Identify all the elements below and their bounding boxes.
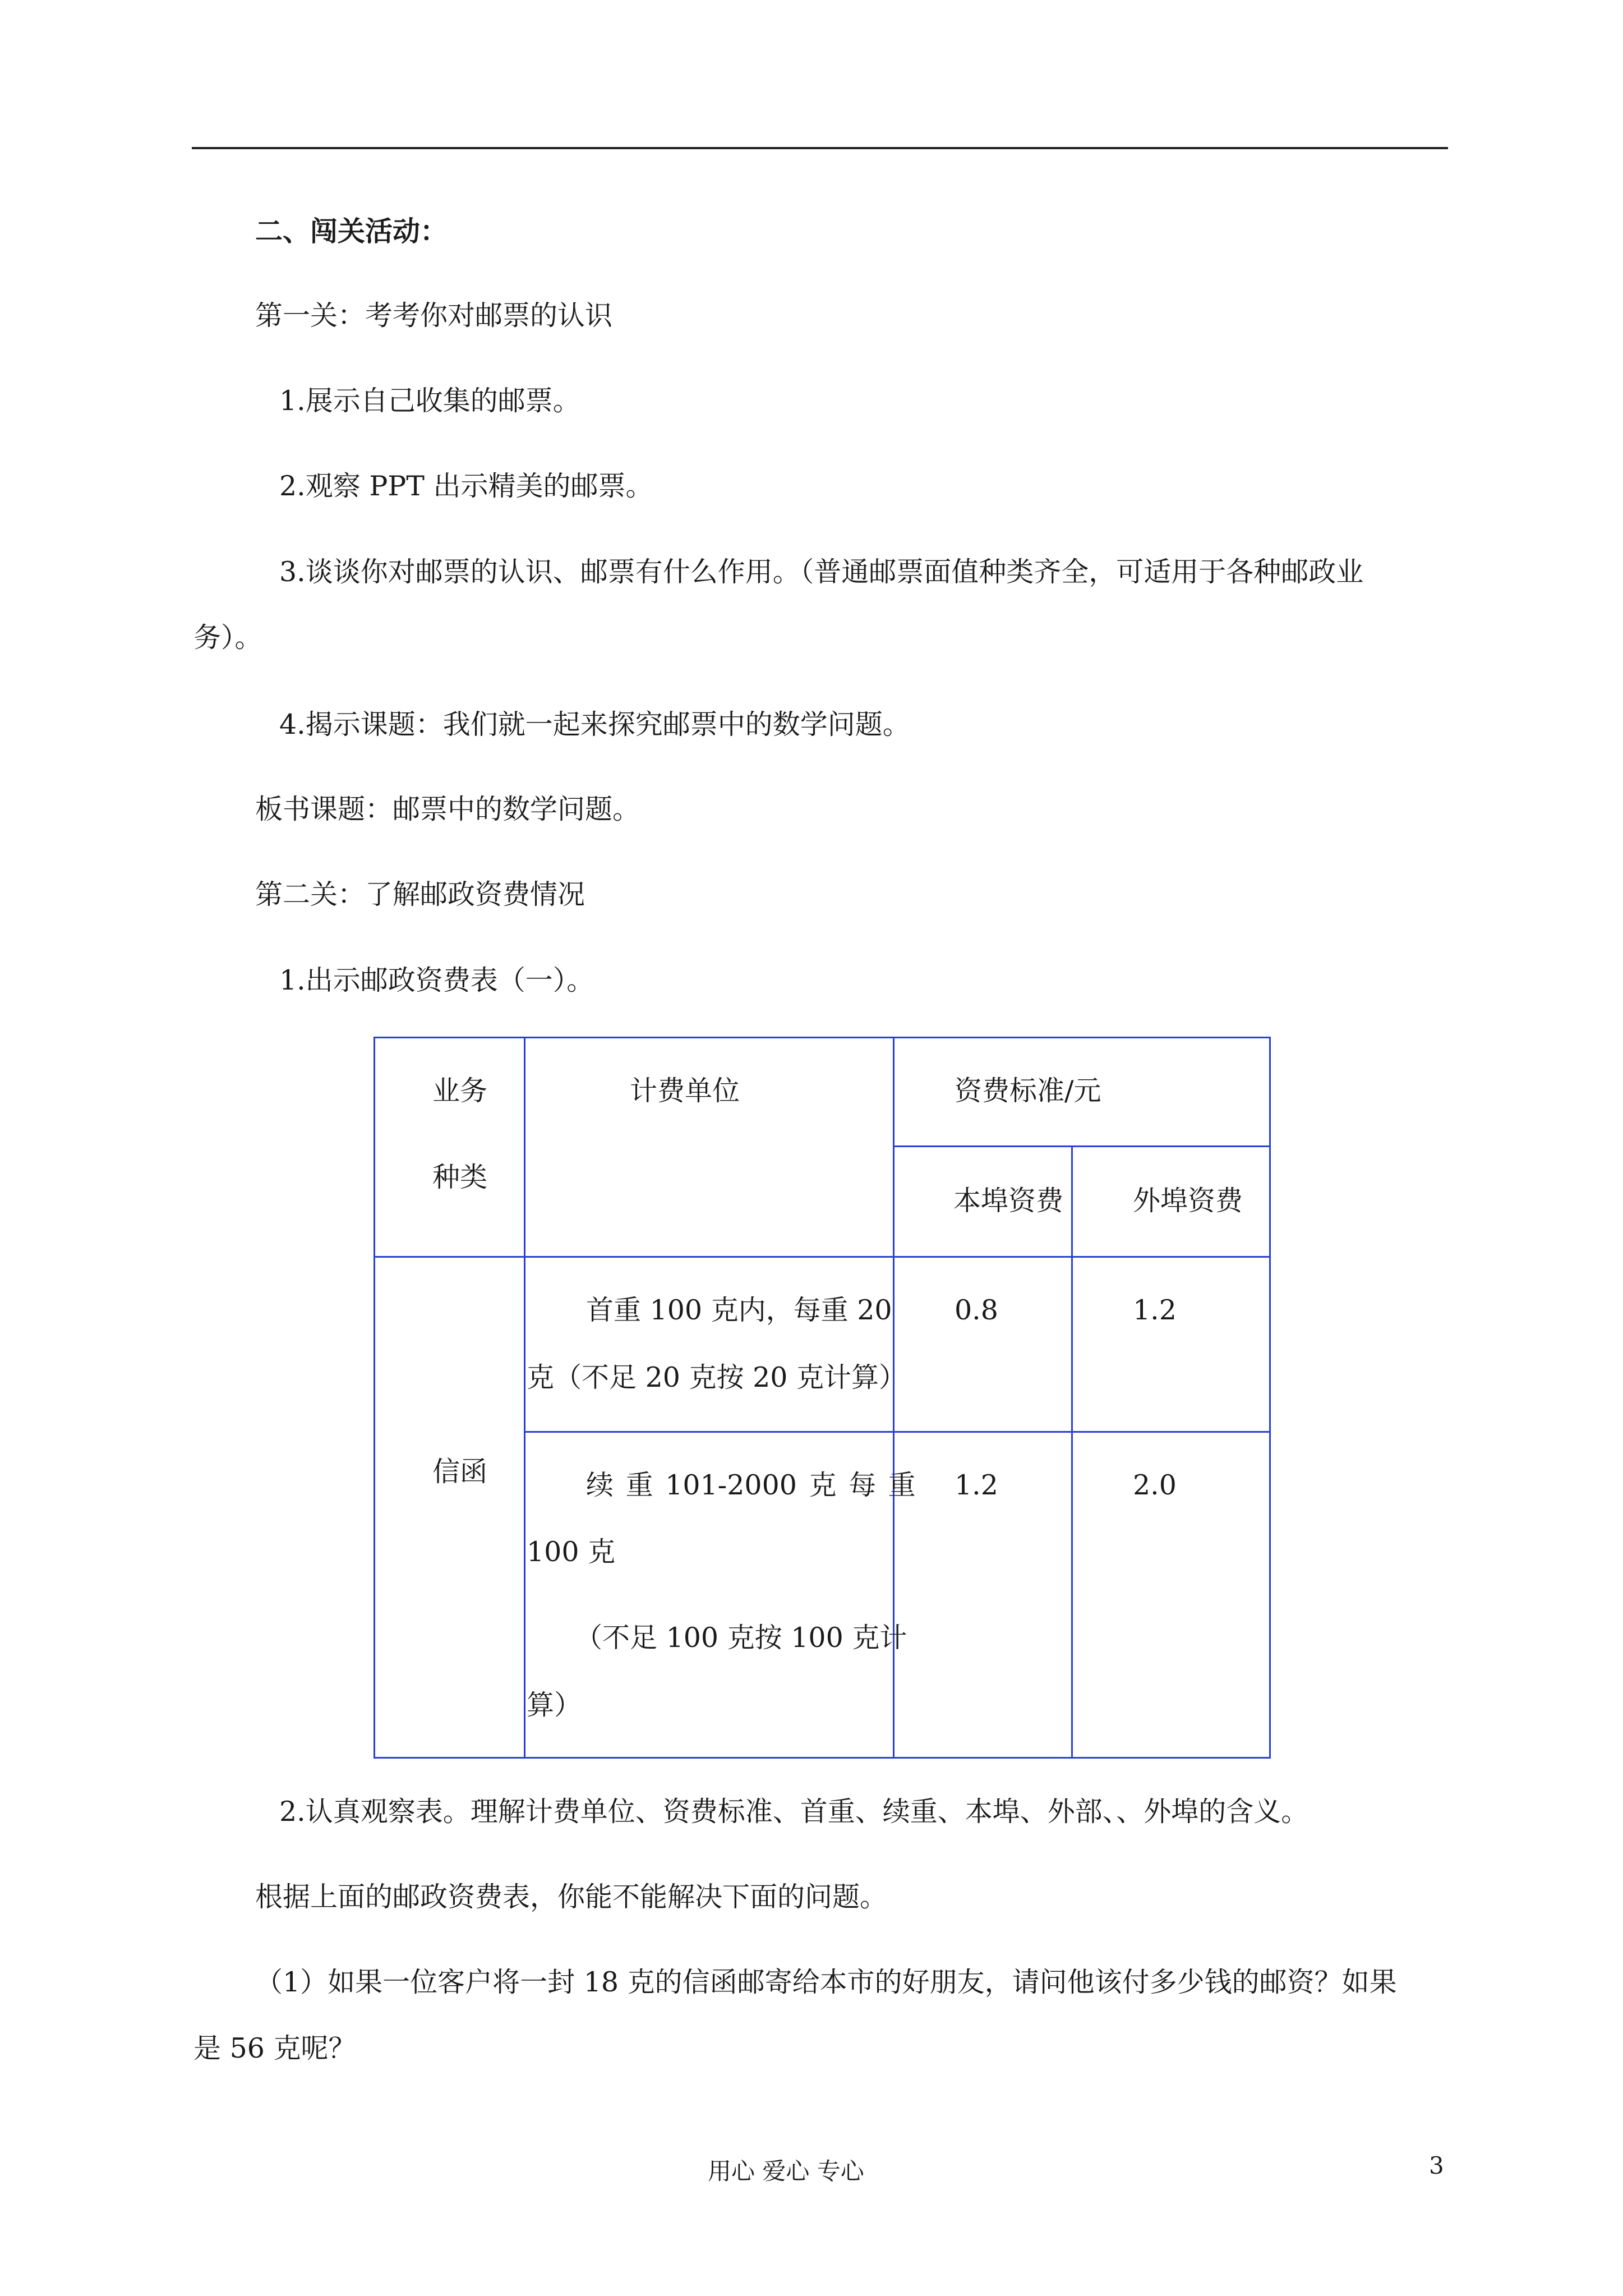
header-rule bbox=[192, 147, 1448, 149]
row2-unit-line1: 续 重 101-2000 克 每 重 bbox=[586, 1469, 916, 1501]
header-rate-standard bbox=[894, 1038, 1270, 1147]
question-1-line1: （1）如果一位客户将一封 18 克的信函邮寄给本市的好朋友，请问他该付多少钱的邮资？如果 bbox=[255, 1966, 1397, 1998]
row1-unit-line2: 克（不足 20 克按 20 克计算） bbox=[527, 1361, 907, 1393]
header-billing-unit bbox=[525, 1038, 894, 1257]
page-number: 3 bbox=[1429, 2152, 1444, 2179]
row1-nonlocal-value: 1.2 bbox=[1133, 1294, 1177, 1326]
header-billing-unit-label: 计费单位 bbox=[630, 1075, 740, 1107]
level2-title: 第二关：了解邮政资费情况 bbox=[255, 878, 585, 910]
letter-type-label: 信函 bbox=[432, 1456, 488, 1488]
row2-nonlocal-value: 2.0 bbox=[1133, 1469, 1177, 1501]
section-title: 二、闯关活动： bbox=[255, 215, 448, 247]
row2-unit-line3: （不足 100 克按 100 克计 bbox=[575, 1622, 907, 1654]
header-nonlocal-rate bbox=[1072, 1147, 1270, 1257]
row1-unit-line1: 首重 100 克内，每重 20 bbox=[586, 1294, 892, 1326]
header-rate-standard-label: 资费标准/元 bbox=[955, 1075, 1101, 1107]
header-local-rate bbox=[894, 1147, 1072, 1257]
header-business-type-line2: 种类 bbox=[432, 1161, 488, 1193]
cell-row2-local bbox=[894, 1432, 1072, 1758]
row2-local-value: 1.2 bbox=[955, 1469, 998, 1501]
cell-row1-nonlocal bbox=[1072, 1257, 1270, 1432]
header-local-rate-label: 本埠资费 bbox=[953, 1185, 1064, 1217]
level1-item-4: 4.揭示课题：我们就一起来探究邮票中的数学问题。 bbox=[279, 708, 910, 740]
level1-item-2: 2.观察 PPT 出示精美的邮票。 bbox=[279, 470, 653, 502]
footer-motto: 用心 爱心 专心 bbox=[708, 2157, 864, 2185]
row1-local-value: 0.8 bbox=[955, 1294, 998, 1326]
level1-item-3-cont: 务）。 bbox=[193, 622, 262, 654]
header-business-type-line1: 业务 bbox=[432, 1075, 488, 1107]
level1-item-1: 1.展示自己收集的邮票。 bbox=[279, 385, 580, 417]
level1-title: 第一关：考考你对邮票的认识 bbox=[255, 300, 613, 332]
header-nonlocal-rate-label: 外埠资费 bbox=[1133, 1185, 1243, 1217]
row2-unit-line4: 算） bbox=[527, 1689, 582, 1721]
row2-unit-line2: 100 克 bbox=[527, 1536, 616, 1568]
question-1-line2: 是 56 克呢？ bbox=[193, 2032, 356, 2064]
question-intro: 根据上面的邮政资费表，你能不能解决下面的问题。 bbox=[255, 1881, 888, 1913]
level1-item-3: 3.谈谈你对邮票的认识、邮票有什么作用。（普通邮票面值种类齐全，可适用于各种邮政业 bbox=[279, 556, 1364, 588]
cell-letter-type bbox=[375, 1257, 525, 1758]
postage-rate-table bbox=[374, 1037, 1269, 1757]
cell-row1-local bbox=[894, 1257, 1072, 1432]
board-title: 板书课题：邮票中的数学问题。 bbox=[255, 793, 640, 825]
level2-item-2: 2.认真观察表。理解计费单位、资费标准、首重、续重、本埠、外部、、外埠的含义。 bbox=[279, 1796, 1309, 1828]
cell-row2-nonlocal bbox=[1072, 1432, 1270, 1758]
level2-item-1: 1.出示邮政资费表（一）。 bbox=[279, 964, 594, 996]
cell-row1-unit bbox=[525, 1257, 907, 1432]
cell-row2-unit bbox=[525, 1432, 916, 1758]
header-business-type bbox=[375, 1038, 525, 1257]
